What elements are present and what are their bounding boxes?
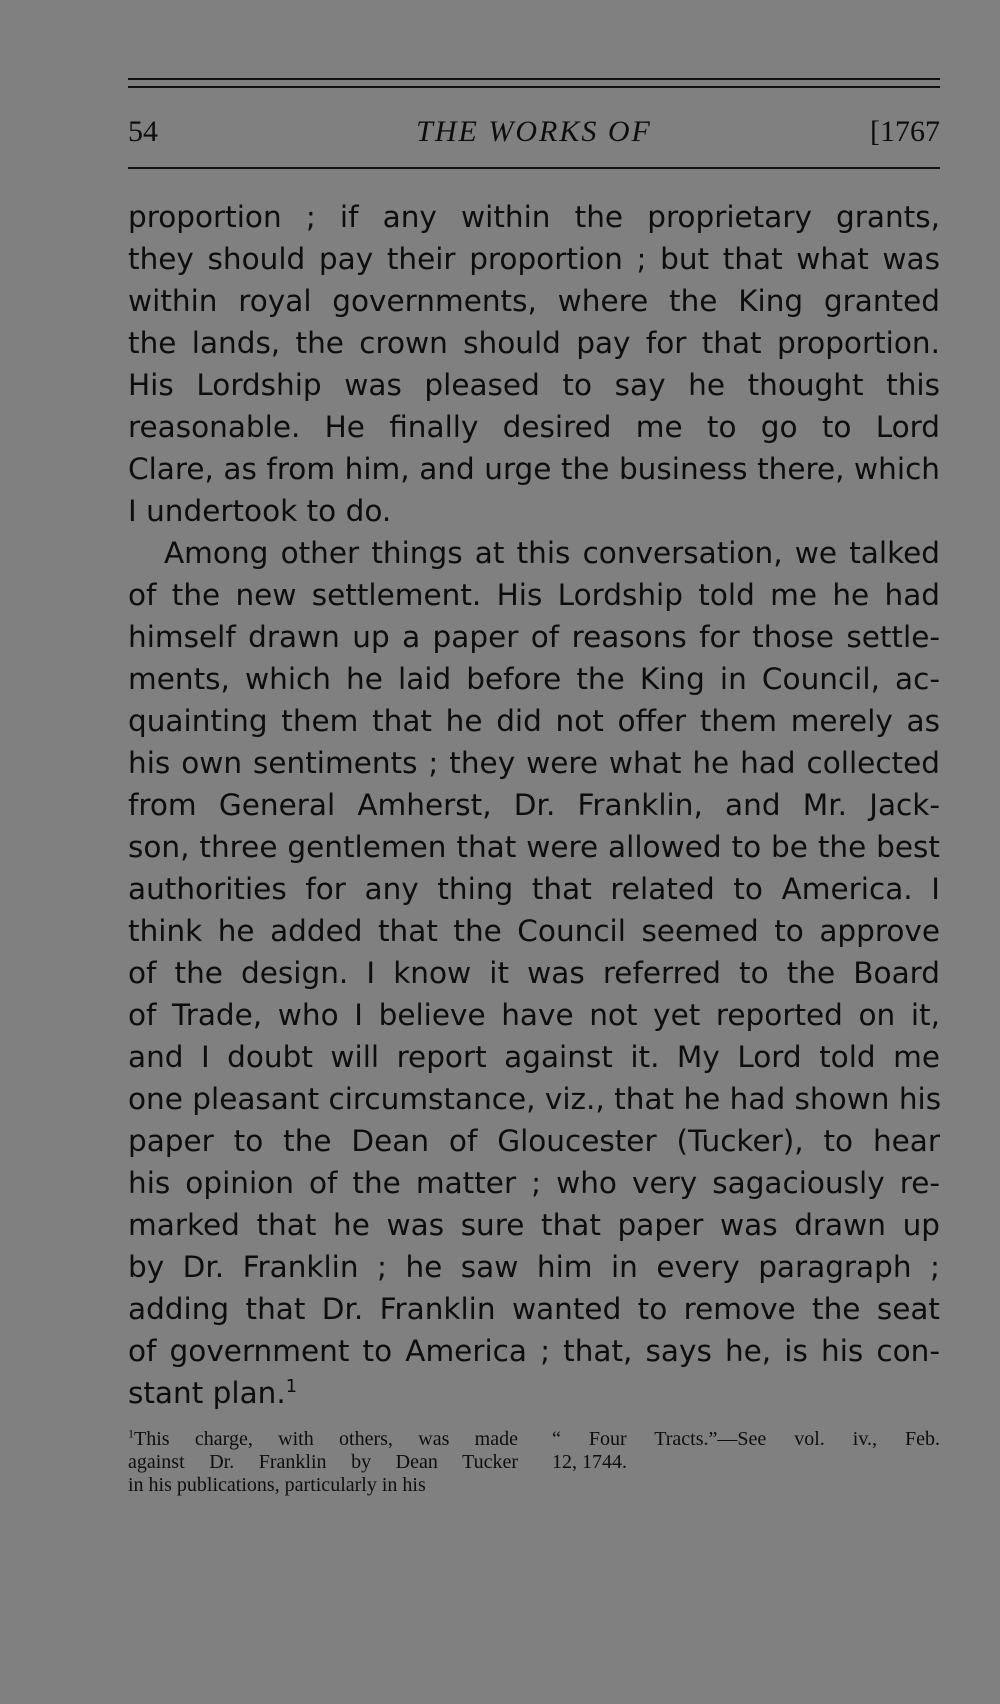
text-line: I undertook to do. <box>128 494 392 528</box>
text-line: son, three gentlemen that were allowed to be the best <box>128 830 940 864</box>
text-line-final <box>128 1372 940 1414</box>
text-line: stant plan. <box>128 1376 286 1410</box>
text-line: ments, which he laid before the King in Council, ac- <box>128 662 940 696</box>
text-line: his opinion of the matter ; who very sagaciously re- <box>128 1166 940 1200</box>
text-line: think he added that the Council seemed to approve <box>128 914 940 948</box>
text-line: and I doubt will report against it. My Lord told me <box>128 1040 940 1074</box>
running-year: [1767 <box>870 115 940 148</box>
footnote-reference[interactable]: 1 <box>285 1377 297 1398</box>
text-line: marked that he was sure that paper was drawn up <box>128 1208 940 1242</box>
page-number: 54 <box>128 115 158 148</box>
paragraph-1 <box>128 196 940 532</box>
text-line: his own sentiments ; they were what he had collected <box>128 746 940 780</box>
text-line: himself drawn up a paper of reasons for those settle- <box>128 620 940 654</box>
text-line: the lands, the crown should pay for that proportion. <box>128 326 940 360</box>
text-line: of government to America ; that, says he, is his con- <box>128 1334 940 1368</box>
text-line: paper to the Dean of Gloucester (Tucker), to hear <box>128 1124 940 1158</box>
text-line: by Dr. Franklin ; he saw him in every paragraph ; <box>128 1250 940 1284</box>
footnote-line: 12, 1744. <box>552 1451 627 1473</box>
body-text <box>128 196 940 1414</box>
text-line: quainting them that he did not offer them merely as <box>128 704 940 738</box>
top-rule-inner <box>128 86 940 88</box>
running-head <box>128 112 940 152</box>
text-line: Among other things at this conversation, we talked <box>164 536 940 570</box>
footnote-line: in his publications, particularly in his <box>128 1474 426 1496</box>
footnote-column-left <box>128 1428 518 1497</box>
text-line: proportion ; if any within the proprietary grants, <box>128 200 940 234</box>
text-line: Clare, as from him, and urge the business there, which <box>128 452 940 486</box>
footnote-text: This charge, with others, was made <box>134 1428 518 1450</box>
text-line: within royal governments, where the King granted <box>128 284 940 318</box>
footnote-column-right <box>552 1428 940 1474</box>
top-rule <box>128 78 940 80</box>
text-line: they should pay their proportion ; but that what was <box>128 242 940 276</box>
header-rule <box>128 167 940 169</box>
text-line: from General Amherst, Dr. Franklin, and Mr. Jack- <box>128 788 940 822</box>
running-title: THE WORKS OF <box>416 115 652 148</box>
footnote-marker: 1 <box>128 1426 134 1441</box>
footnote-line <box>128 1428 518 1451</box>
footnote-line: “ Four Tracts.”—See vol. iv., Feb. <box>552 1428 940 1450</box>
text-line: of Trade, who I believe have not yet reported on it, <box>128 998 940 1032</box>
footnote-line: against Dr. Franklin by Dean Tucker <box>128 1451 518 1473</box>
text-line: of the design. I know it was referred to the Board <box>128 956 940 990</box>
text-line: authorities for any thing that related to America. I <box>128 872 940 906</box>
text-line: His Lordship was pleased to say he thought this <box>128 368 940 402</box>
text-line: adding that Dr. Franklin wanted to remove the seat <box>128 1292 940 1326</box>
text-line: reasonable. He finally desired me to go to Lord <box>128 410 940 444</box>
text-line: one pleasant circumstance, viz., that he had shown his <box>128 1082 942 1116</box>
text-line: of the new settlement. His Lordship told me he had <box>128 578 940 612</box>
paragraph-2 <box>128 532 940 1414</box>
